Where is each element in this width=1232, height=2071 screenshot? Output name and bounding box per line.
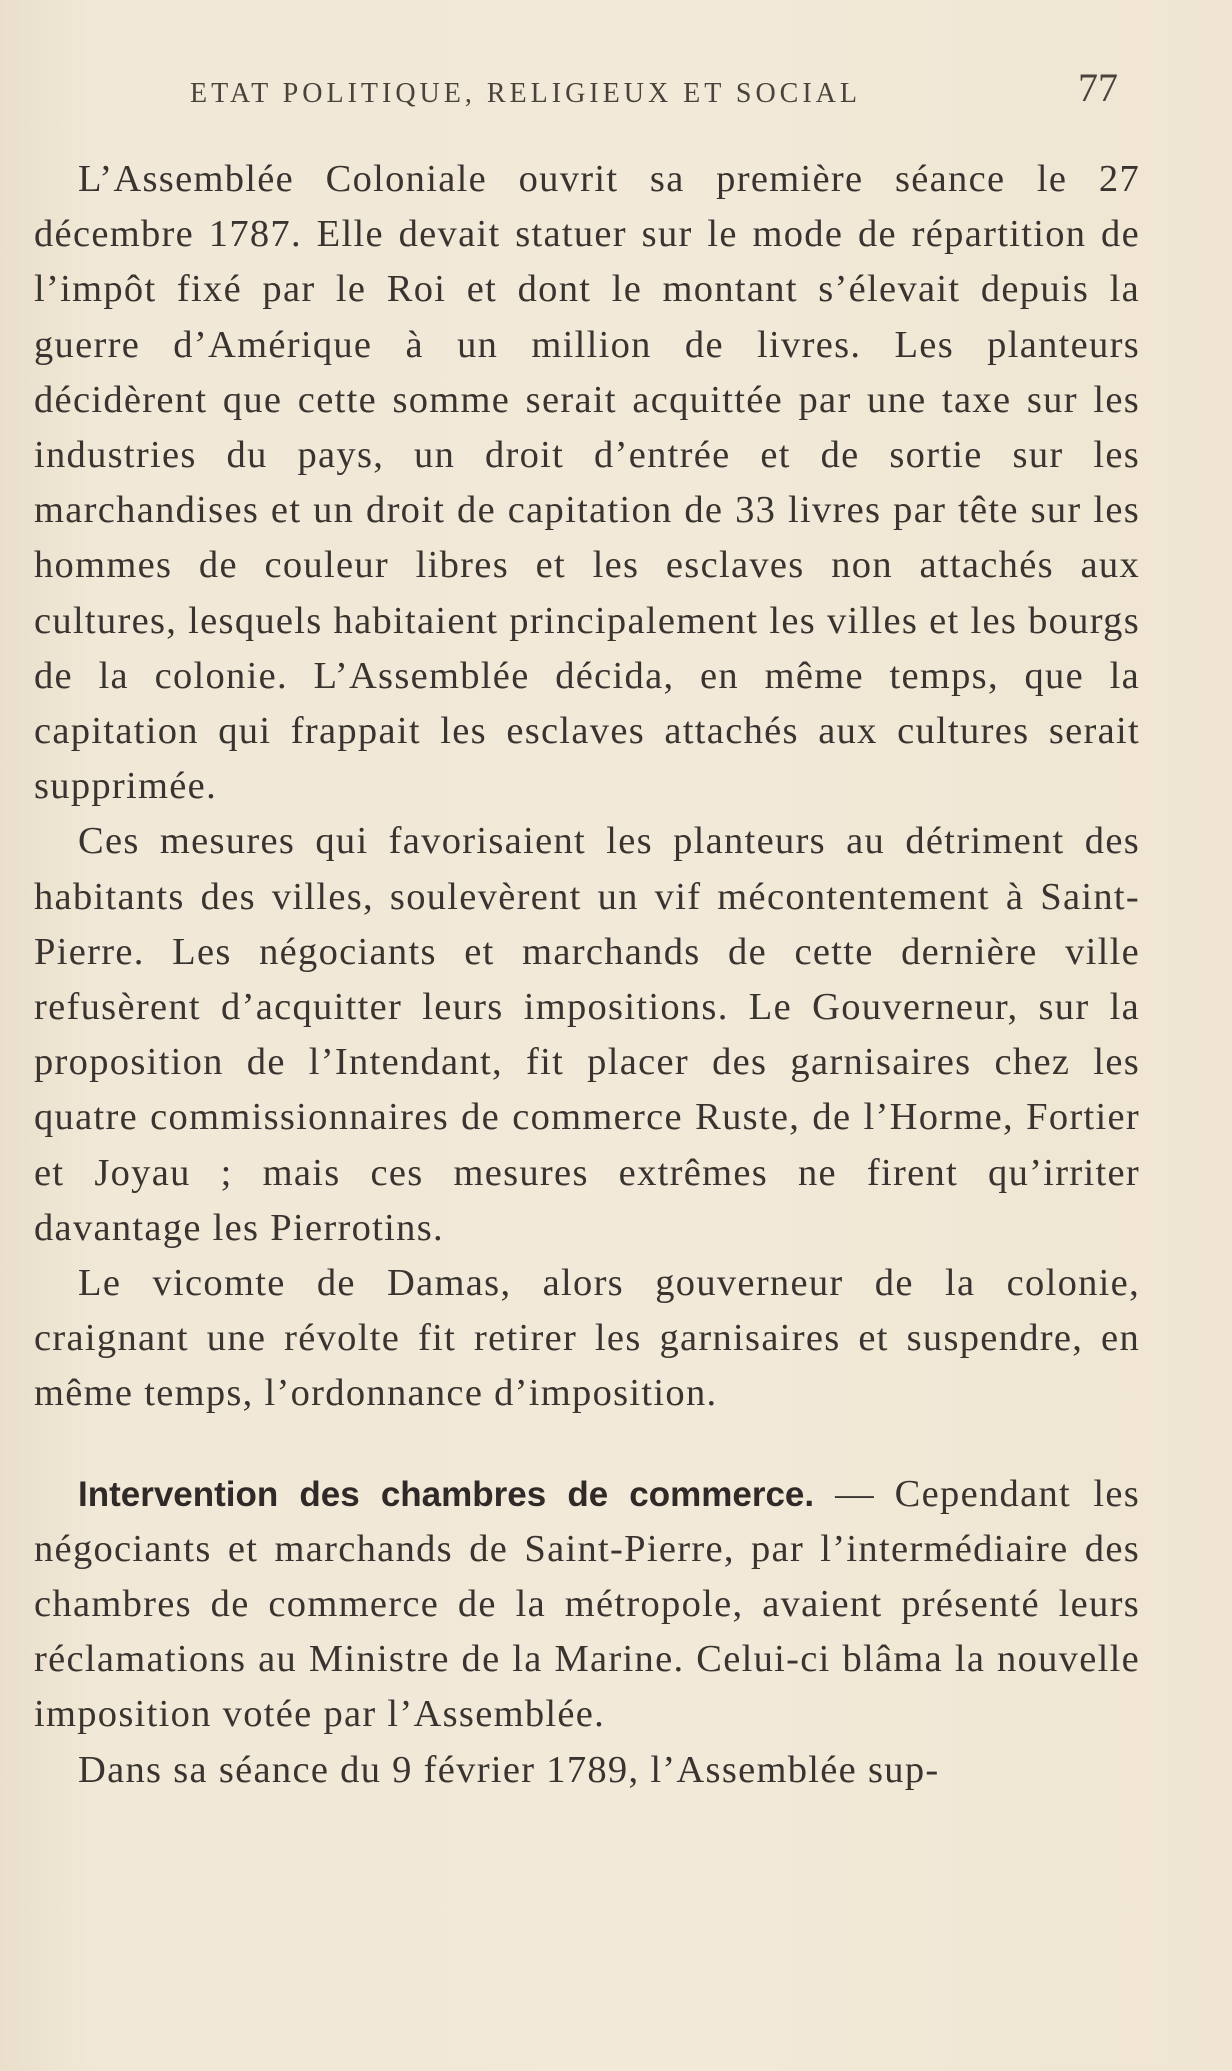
section-title: Intervention des chambres de commerce. <box>78 1474 815 1514</box>
em-dash: — <box>814 1472 895 1515</box>
page-number: 77 <box>1078 65 1118 110</box>
section-lead-text: Cependant les négociants et marchands de Saint-Pierre, par l’intermédiaire des chambres de commerce de la métropole, avaient présenté leurs réclamations au Ministre de la Marine. Celui-ci blâma la nouvelle imposition votée par l’Assemblée. <box>34 1472 1140 1736</box>
running-header: ETAT POLITIQUE, RELIGIEUX ET SOCIAL <box>190 78 861 109</box>
paragraph-damas: Le vicomte de Damas, alors gouverneur de la colonie, craignant une révolte fit retirer les garnisaires et suspendre, en même temps, l’ordonnance d’imposition. <box>34 1262 1140 1415</box>
paragraph-assembly-session: L’Assemblée Coloniale ouvrit sa première séance le 27 décembre 1787. Elle devait statuer sur le mode de répartition de l’impôt fixé par le Roi et dont le montant s’élevait depuis la guerre d’Amérique à un million de livres. Les planteurs décidèrent que cette somme serait acquittée par une taxe sur les industries du pays, un droit d’entrée et de sortie sur les marchandises et un droit de capitation de 33 livres par tête sur les hommes de couleur libres et les esclaves non attachés aux cultures, lesquels habitaient principalement les villes et les bourgs de la colonie. L’Assemblée décida, en même temps, que la capitation qui frappait les esclaves attachés aux cultures serait supprimée. <box>34 158 1140 808</box>
paragraph-discontent: Ces mesures qui favorisaient les planteurs au détriment des habitants des villes, soulevèrent un vif mécontentement à Saint-Pierre. Les négociants et marchands de cette dernière ville refusèrent d’acquitter leurs impositions. Le Gouverneur, sur la proposition de l’Intendant, fit placer des garnisaires chez les quatre commissionnaires de commerce Ruste, de l’Horme, Fortier et Joyau ; mais ces mesures extrêmes ne firent qu’irriter davantage les Pierrotins. <box>34 820 1140 1249</box>
section-gap <box>34 1422 1140 1467</box>
section-paragraph <box>34 1467 1140 1743</box>
body-text <box>34 152 1140 1798</box>
paragraph-continuation: Dans sa séance du 9 février 1789, l’Assemblée sup- <box>78 1748 940 1791</box>
